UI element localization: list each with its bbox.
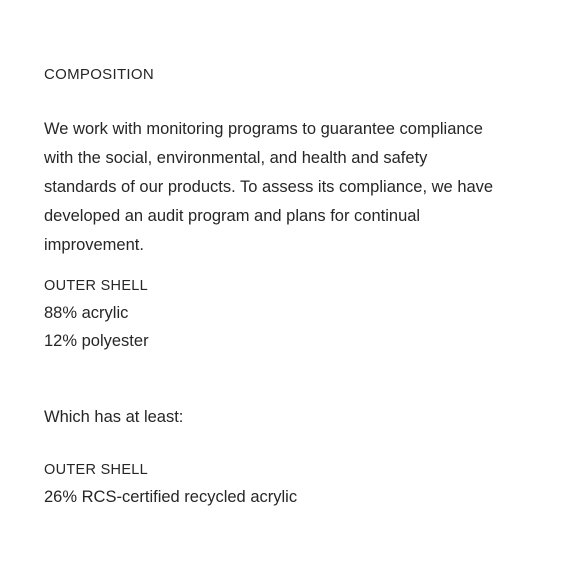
description-line: developed an audit program and plans for continual xyxy=(44,207,421,225)
description-line: standards of our products. To assess its compliance, we have xyxy=(44,178,494,196)
material-item: 88% acrylic xyxy=(44,304,129,322)
at-least-label: Which has at least: xyxy=(44,408,184,426)
description-line: with the social, environmental, and health and safety xyxy=(44,149,428,167)
certified-material-item: 26% RCS-certified recycled acrylic xyxy=(44,488,298,506)
outer-shell-composition xyxy=(44,277,149,355)
description-line: improvement. xyxy=(44,236,144,254)
description-line: We work with monitoring programs to guarantee compliance xyxy=(44,120,483,138)
material-item: 12% polyester xyxy=(44,332,149,350)
outer-shell-certified xyxy=(44,461,297,511)
outer-shell-heading: OUTER SHELL xyxy=(44,462,149,478)
section-title: COMPOSITION xyxy=(44,66,154,83)
compliance-description xyxy=(44,115,544,260)
outer-shell-heading: OUTER SHELL xyxy=(44,278,149,294)
